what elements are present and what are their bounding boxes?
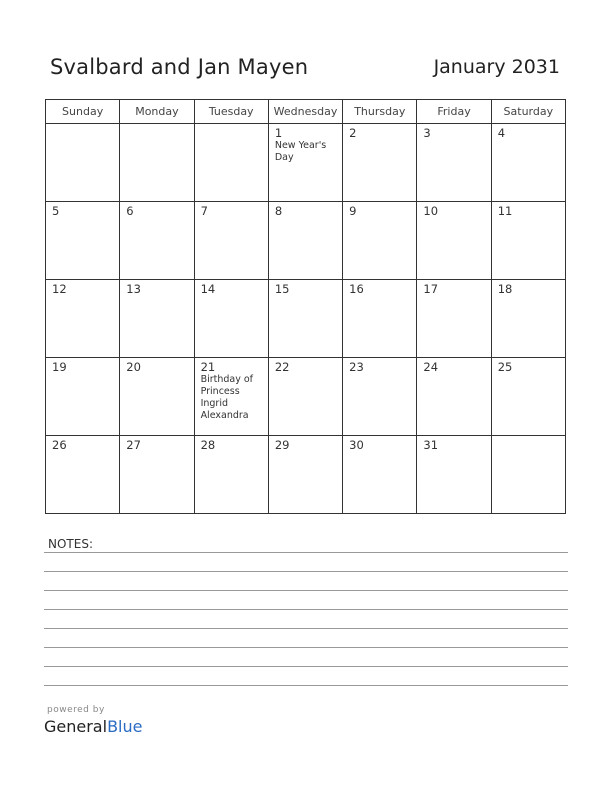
calendar-week-row xyxy=(46,124,566,202)
calendar-day-cell xyxy=(343,280,417,358)
calendar-day-cell xyxy=(491,202,565,280)
note-line xyxy=(44,685,568,686)
weekday-wednesday: Wednesday xyxy=(268,100,342,124)
day-number: 15 xyxy=(274,282,290,296)
calendar-day-cell xyxy=(120,280,194,358)
powered-by-text: powered by xyxy=(47,705,105,715)
weekday-tuesday: Tuesday xyxy=(194,100,268,124)
day-number: 9 xyxy=(349,204,357,218)
calendar-month-title: January 2031 xyxy=(433,56,560,78)
day-number: 18 xyxy=(497,282,513,296)
day-number: 10 xyxy=(423,204,439,218)
calendar-day-cell xyxy=(194,280,268,358)
calendar-day-cell xyxy=(343,436,417,514)
calendar-day-cell xyxy=(268,280,342,358)
note-line xyxy=(44,628,568,629)
day-number: 3 xyxy=(423,126,431,140)
day-number: 5 xyxy=(52,204,60,218)
day-number: 23 xyxy=(349,360,364,374)
day-number: 6 xyxy=(126,204,134,218)
calendar-day-cell xyxy=(417,124,491,202)
day-number: 28 xyxy=(200,438,216,452)
day-number: 11 xyxy=(497,204,513,218)
calendar-day-cell xyxy=(120,358,194,436)
calendar-day-cell xyxy=(343,358,417,436)
note-line xyxy=(44,590,568,591)
day-number: 20 xyxy=(126,360,141,374)
note-line xyxy=(44,571,568,572)
weekday-sunday: Sunday xyxy=(46,100,120,124)
calendar-day-cell xyxy=(491,280,565,358)
day-number: 26 xyxy=(52,438,67,452)
calendar-day-cell xyxy=(46,202,120,280)
brand-logo-part2: Blue xyxy=(107,717,143,736)
day-number: 14 xyxy=(200,282,216,296)
day-number: 19 xyxy=(52,360,67,374)
calendar-day-cell xyxy=(194,358,268,436)
calendar-day-cell xyxy=(194,202,268,280)
calendar-day-cell xyxy=(417,436,491,514)
day-number: 30 xyxy=(349,438,364,452)
brand-logo-part1: General xyxy=(44,717,108,736)
day-number: 16 xyxy=(349,282,364,296)
calendar-day-cell xyxy=(268,358,342,436)
day-number: 1 xyxy=(274,126,283,140)
calendar-day-cell xyxy=(268,124,342,202)
calendar-day-cell xyxy=(491,436,565,514)
day-number: 17 xyxy=(423,282,439,296)
calendar-day-cell xyxy=(268,436,342,514)
calendar-day-cell xyxy=(120,202,194,280)
calendar-day-cell xyxy=(194,124,268,202)
calendar-day-cell xyxy=(417,280,491,358)
calendar-day-cell xyxy=(417,358,491,436)
holiday-label: New Year's Day xyxy=(274,140,327,163)
calendar-country-title: Svalbard and Jan Mayen xyxy=(50,55,309,79)
calendar-week-row xyxy=(46,202,566,280)
calendar-day-cell xyxy=(120,124,194,202)
calendar-day-cell xyxy=(46,280,120,358)
day-number: 8 xyxy=(274,204,283,218)
note-line xyxy=(44,552,568,553)
weekday-monday: Monday xyxy=(120,100,194,124)
note-line xyxy=(44,647,568,648)
calendar-day-cell xyxy=(46,124,120,202)
calendar-day-cell xyxy=(417,202,491,280)
weekday-saturday: Saturday xyxy=(491,100,565,124)
calendar-week-row xyxy=(46,358,566,436)
note-line xyxy=(44,666,568,667)
brand-logo xyxy=(44,717,142,736)
weekday-thursday: Thursday xyxy=(343,100,417,124)
day-number: 12 xyxy=(52,282,67,296)
calendar-day-cell xyxy=(491,124,565,202)
note-line xyxy=(44,609,568,610)
calendar-body xyxy=(46,124,566,514)
day-number: 13 xyxy=(126,282,141,296)
holiday-label: Birthday of Princess Ingrid Alexandra xyxy=(200,374,254,421)
day-number: 29 xyxy=(274,438,290,452)
calendar-day-cell xyxy=(46,358,120,436)
day-number: 31 xyxy=(423,438,439,452)
day-number: 2 xyxy=(349,126,357,140)
calendar-week-row xyxy=(46,280,566,358)
calendar-day-cell xyxy=(491,358,565,436)
calendar-day-cell xyxy=(120,436,194,514)
calendar-day-cell xyxy=(194,436,268,514)
day-number: 21 xyxy=(200,360,216,374)
calendar-day-cell xyxy=(46,436,120,514)
notes-label: NOTES: xyxy=(48,537,93,551)
weekday-friday: Friday xyxy=(417,100,491,124)
calendar-day-cell xyxy=(343,202,417,280)
calendar-week-row xyxy=(46,436,566,514)
day-number: 24 xyxy=(423,360,439,374)
day-number: 4 xyxy=(497,126,506,140)
day-number: 7 xyxy=(200,204,208,218)
calendar-day-cell xyxy=(343,124,417,202)
day-number: 25 xyxy=(497,360,513,374)
calendar-grid xyxy=(45,99,566,514)
calendar-day-cell xyxy=(268,202,342,280)
day-number: 22 xyxy=(274,360,290,374)
weekday-header-row xyxy=(46,100,566,124)
day-number: 27 xyxy=(126,438,141,452)
